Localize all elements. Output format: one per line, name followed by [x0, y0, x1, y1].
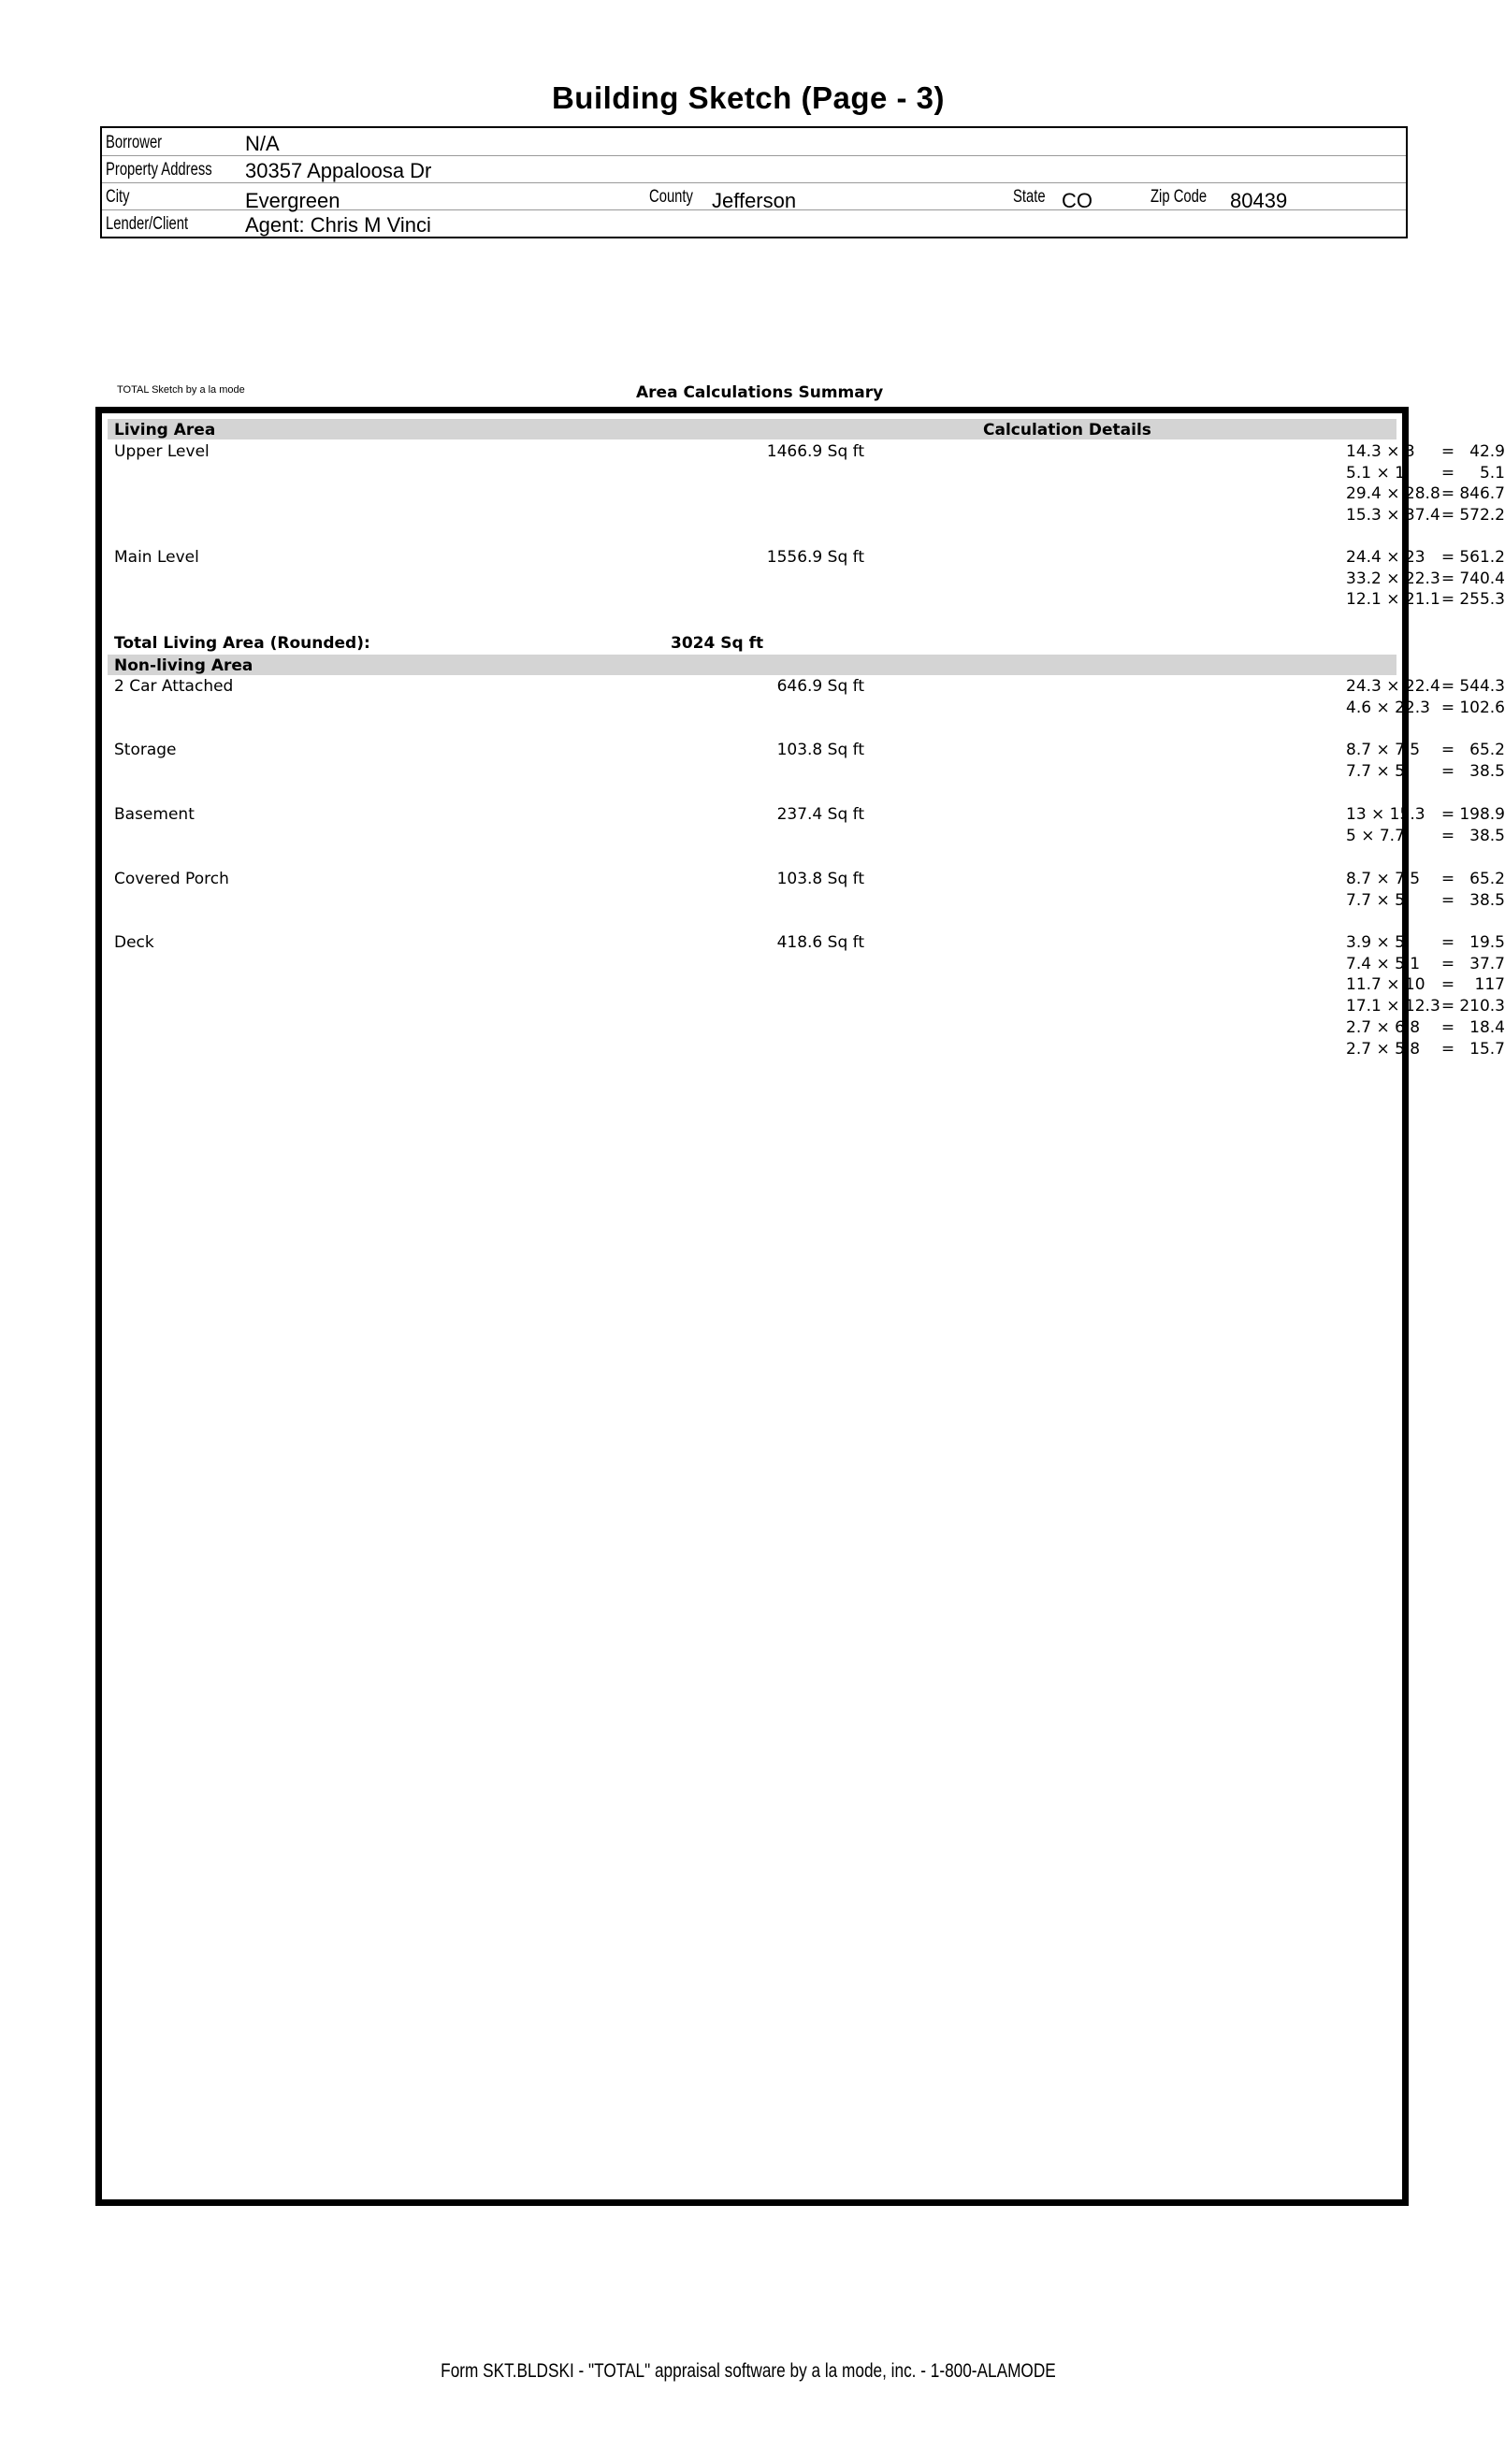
footer-text: Form SKT.BLDSKI - "TOTAL" appraisal software by a la mode, inc. - 1-800-ALAMODE	[441, 2360, 1056, 2382]
calc-line	[1346, 996, 1505, 1017]
calc-result: 740.4	[1459, 569, 1505, 588]
calc-result: 572.2	[1459, 506, 1505, 526]
calc-list-basement	[1346, 804, 1505, 846]
calc-result: 102.6	[1459, 698, 1505, 717]
area-name-storage: Storage	[114, 741, 177, 759]
calc-equals: =	[1440, 442, 1455, 461]
calc-line	[1346, 676, 1505, 698]
sketch-credit: TOTAL Sketch by a la mode	[117, 384, 245, 396]
calc-equals: =	[1440, 826, 1455, 845]
calc-result: 5.1	[1479, 463, 1505, 483]
calc-equals: =	[1440, 741, 1455, 759]
living-area-heading: Living Area	[114, 421, 216, 439]
calc-details-heading: Calculation Details	[983, 421, 1151, 439]
summary-title: Area Calculations Summary	[636, 383, 884, 402]
calc-expression: 14.3 × 3	[1346, 442, 1415, 461]
calc-expression: 2.7 × 6.8	[1346, 1017, 1421, 1037]
calc-line	[1346, 483, 1505, 505]
total-living-area-value: 3024 Sq ft	[671, 634, 764, 653]
city-value: Evergreen	[245, 189, 340, 212]
calc-expression: 2.7 × 5.8	[1346, 1039, 1421, 1059]
calc-expression: 5.1 × 1	[1346, 463, 1405, 483]
calc-expression: 8.7 × 7.5	[1346, 741, 1421, 759]
calc-expression: 7.7 × 5	[1346, 890, 1405, 910]
state-value: CO	[1062, 189, 1093, 212]
area-name-basement: Basement	[114, 805, 195, 824]
calc-expression: 29.4 × 28.8	[1346, 484, 1440, 504]
area-name-garage: 2 Car Attached	[114, 677, 234, 696]
lender-value: Agent: Chris M Vinci	[245, 213, 431, 237]
area-value-storage: 103.8 Sq ft	[776, 741, 864, 759]
calc-line	[1346, 890, 1505, 912]
calc-result: 561.2	[1459, 548, 1505, 567]
non-living-area-band	[108, 655, 1396, 675]
form-footer	[0, 2360, 1497, 2383]
calc-result: 198.9	[1459, 805, 1505, 824]
calc-expression: 7.7 × 5	[1346, 761, 1405, 781]
calc-equals: =	[1440, 590, 1455, 610]
calc-line	[1346, 463, 1505, 484]
calc-expression: 13 × 15.3	[1346, 805, 1425, 824]
calc-expression: 24.4 × 23	[1346, 548, 1425, 567]
calc-result: 38.5	[1469, 890, 1505, 910]
calc-expression: 12.1 × 21.1	[1346, 590, 1440, 610]
area-summary-frame	[95, 407, 1505, 2206]
property-address-label: Property Address	[106, 160, 212, 180]
state-label: State	[1013, 187, 1046, 207]
area-value-upper-level: 1466.9 Sq ft	[766, 442, 864, 461]
calc-equals: =	[1440, 761, 1455, 781]
area-value-garage: 646.9 Sq ft	[776, 677, 864, 696]
calc-result: 210.3	[1459, 997, 1505, 1016]
county-value: Jefferson	[712, 189, 797, 212]
property-address-value: 30357 Appaloosa Dr	[245, 159, 432, 182]
subject-header-box	[100, 126, 1408, 238]
calc-list-upper-level	[1346, 441, 1505, 526]
calc-equals: =	[1440, 805, 1455, 824]
calc-equals: =	[1440, 484, 1455, 504]
calc-equals: =	[1440, 1039, 1455, 1059]
calc-list-main-level	[1346, 547, 1505, 611]
calc-expression: 7.4 × 5.1	[1346, 954, 1421, 973]
calc-expression: 24.3 × 22.4	[1346, 677, 1440, 696]
area-name-covered-porch: Covered Porch	[114, 870, 229, 888]
borrower-value: N/A	[245, 132, 280, 155]
calc-line	[1346, 441, 1505, 463]
area-value-main-level: 1556.9 Sq ft	[766, 548, 864, 567]
calc-expression: 5 × 7.7	[1346, 826, 1405, 845]
calc-result: 65.2	[1469, 741, 1505, 759]
calc-expression: 17.1 × 12.3	[1346, 997, 1440, 1016]
area-value-deck: 418.6 Sq ft	[776, 933, 864, 952]
calc-result: 117	[1474, 975, 1505, 995]
county-label: County	[649, 187, 693, 207]
calc-expression: 33.2 × 22.3	[1346, 569, 1440, 588]
calc-result: 38.5	[1469, 826, 1505, 845]
calc-line	[1346, 569, 1505, 590]
calc-equals: =	[1440, 677, 1455, 696]
calc-equals: =	[1440, 870, 1455, 888]
calc-result: 37.7	[1469, 954, 1505, 973]
area-value-basement: 237.4 Sq ft	[776, 805, 864, 824]
calc-equals: =	[1440, 506, 1455, 526]
calc-line	[1346, 974, 1505, 996]
calc-line	[1346, 505, 1505, 526]
calc-line	[1346, 1039, 1505, 1060]
calc-equals: =	[1440, 954, 1455, 973]
calc-result: 65.2	[1469, 870, 1505, 888]
calc-equals: =	[1440, 933, 1455, 952]
calc-equals: =	[1440, 548, 1455, 567]
calc-result: 38.5	[1469, 761, 1505, 781]
area-value-covered-porch: 103.8 Sq ft	[776, 870, 864, 888]
borrower-label: Borrower	[106, 133, 163, 152]
total-living-area-label: Total Living Area (Rounded):	[114, 634, 370, 653]
city-label: City	[106, 187, 130, 207]
calc-line	[1346, 589, 1505, 611]
calc-result: 544.3	[1459, 677, 1505, 696]
calc-equals: =	[1440, 1017, 1455, 1037]
calc-equals: =	[1440, 698, 1455, 717]
calc-list-deck	[1346, 932, 1505, 1059]
calc-line	[1346, 826, 1505, 847]
calc-result: 846.7	[1459, 484, 1505, 504]
calc-line	[1346, 547, 1505, 569]
calc-expression: 11.7 × 10	[1346, 975, 1425, 995]
calc-equals: =	[1440, 463, 1455, 483]
lender-label: Lender/Client	[106, 214, 189, 234]
calc-expression: 15.3 × 37.4	[1346, 506, 1440, 526]
calc-result: 42.9	[1469, 442, 1505, 461]
calc-line	[1346, 804, 1505, 826]
zip-value: 80439	[1230, 189, 1288, 212]
area-name-main-level: Main Level	[114, 548, 199, 567]
zip-label: Zip Code	[1150, 187, 1208, 207]
area-name-upper-level: Upper Level	[114, 442, 210, 461]
calc-list-storage	[1346, 740, 1505, 782]
calc-equals: =	[1440, 997, 1455, 1016]
calc-result: 18.4	[1469, 1017, 1505, 1037]
calc-line	[1346, 698, 1505, 719]
living-area-band	[108, 419, 1396, 439]
calc-equals: =	[1440, 569, 1455, 588]
calc-expression: 3.9 × 5	[1346, 933, 1405, 952]
calc-line	[1346, 740, 1505, 761]
calc-line	[1346, 932, 1505, 954]
calc-result: 19.5	[1469, 933, 1505, 952]
calc-result: 255.3	[1459, 590, 1505, 610]
non-living-area-heading: Non-living Area	[114, 656, 253, 675]
calc-expression: 4.6 × 22.3	[1346, 698, 1430, 717]
page-title: Building Sketch (Page - 3)	[551, 80, 946, 115]
calc-equals: =	[1440, 975, 1455, 995]
calc-line	[1346, 869, 1505, 890]
calc-equals: =	[1440, 890, 1455, 910]
calc-line	[1346, 761, 1505, 783]
calc-line	[1346, 954, 1505, 975]
calc-list-garage	[1346, 676, 1505, 718]
area-name-deck: Deck	[114, 933, 154, 952]
calc-line	[1346, 1017, 1505, 1039]
calc-list-covered-porch	[1346, 869, 1505, 911]
calc-result: 15.7	[1469, 1039, 1505, 1059]
calc-expression: 8.7 × 7.5	[1346, 870, 1421, 888]
